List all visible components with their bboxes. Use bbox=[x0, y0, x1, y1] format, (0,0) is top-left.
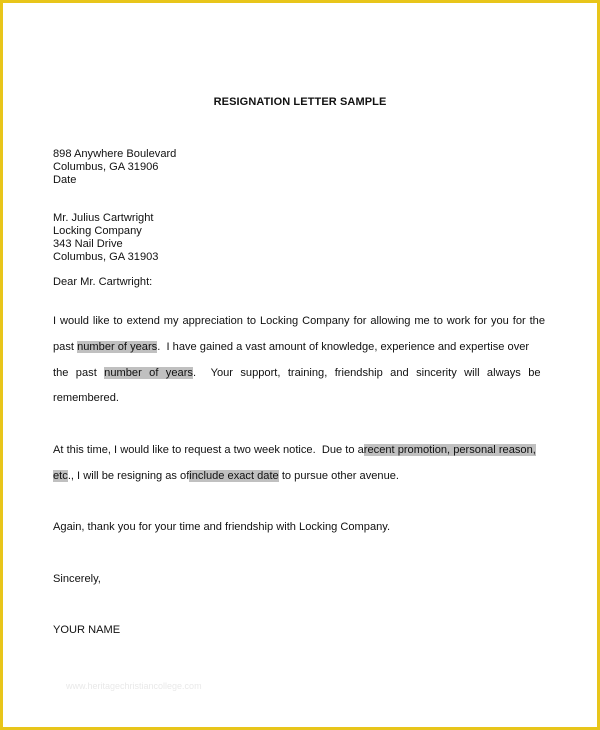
word: to bbox=[246, 315, 257, 327]
word: work bbox=[446, 315, 471, 327]
salutation: Dear Mr. Cartwright: bbox=[53, 276, 153, 288]
sender-city: Columbus, GA 31906 bbox=[53, 161, 159, 173]
watermark: www.heritagechristiancollege.com bbox=[66, 681, 202, 691]
text-run: past bbox=[53, 341, 74, 353]
placeholder-highlight: number of years bbox=[77, 341, 158, 353]
text-run: to pursue other avenue. bbox=[278, 470, 399, 482]
recipient-street: 343 Nail Drive bbox=[53, 238, 123, 250]
word: for bbox=[512, 315, 526, 327]
placeholder-highlight: etc bbox=[53, 470, 68, 482]
paragraph-line bbox=[53, 315, 545, 328]
word: for bbox=[474, 315, 488, 327]
recipient-name: Mr. Julius Cartwright bbox=[53, 212, 154, 224]
word: to bbox=[433, 315, 443, 327]
signature-name: YOUR NAME bbox=[53, 624, 121, 636]
placeholder-highlight: number of years bbox=[104, 367, 193, 379]
sender-street: 898 Anywhere Boulevard bbox=[53, 148, 177, 160]
paragraph-line: remembered. bbox=[53, 392, 119, 404]
text-run: At this time, I would like to request a two week notice. Due to a bbox=[53, 444, 364, 456]
text-run: . Your support, training, friendship and sincerity will always be bbox=[192, 367, 541, 379]
text-run: ., I will be resigning as of bbox=[67, 470, 190, 482]
word: I bbox=[53, 315, 57, 327]
paragraph-line bbox=[53, 470, 399, 483]
paragraph-thanks: Again, thank you for your time and friendship with Locking Company. bbox=[53, 521, 391, 533]
word: would bbox=[59, 315, 89, 327]
word: appreciation bbox=[182, 315, 243, 327]
word: Company bbox=[302, 315, 350, 327]
text-run: . I have gained a vast amount of knowledge, experience and expertise over bbox=[157, 341, 530, 353]
paragraph-line bbox=[53, 367, 541, 380]
sender-date: Date bbox=[53, 174, 77, 186]
text-run: the past bbox=[53, 367, 97, 379]
paragraph-line bbox=[53, 444, 536, 457]
word: you bbox=[490, 315, 509, 327]
placeholder-highlight: recent promotion, personal reason, bbox=[363, 444, 536, 456]
placeholder-highlight: include exact date bbox=[189, 470, 279, 482]
recipient-company: Locking Company bbox=[53, 225, 142, 237]
word: extend bbox=[126, 315, 160, 327]
paragraph-line bbox=[53, 341, 529, 354]
sender-address bbox=[53, 148, 176, 187]
word: Locking bbox=[259, 315, 299, 327]
word: like bbox=[92, 315, 110, 327]
letter-title: RESIGNATION LETTER SAMPLE bbox=[213, 96, 387, 108]
recipient-city: Columbus, GA 31903 bbox=[53, 251, 159, 263]
word: my bbox=[163, 315, 179, 327]
word: the bbox=[529, 315, 545, 327]
word: to bbox=[113, 315, 123, 327]
word: me bbox=[414, 315, 430, 327]
closing: Sincerely, bbox=[53, 573, 101, 585]
word: allowing bbox=[370, 315, 411, 327]
recipient-address bbox=[53, 212, 158, 264]
word: for bbox=[353, 315, 367, 327]
